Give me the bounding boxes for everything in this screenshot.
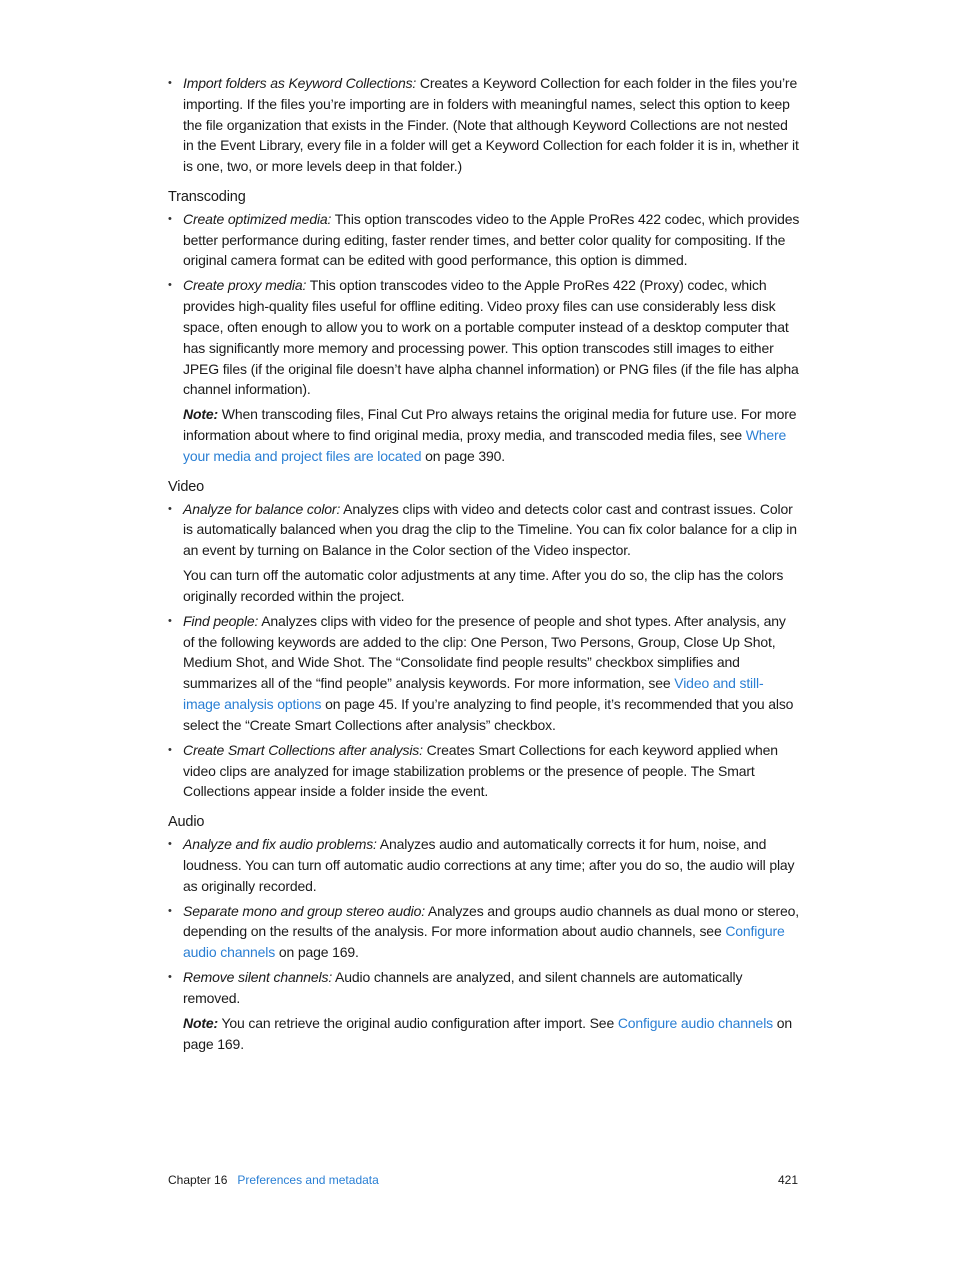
option-name: Analyze and fix audio problems: (183, 836, 377, 853)
text-segment: This option transcodes video to the Apple ProRes 422 (Proxy) codec, which provides high-quality files useful for offline editing. Video proxy files can use considerably less disk space, often enough to allow you to work on a portable computer instead of a desktop computer that has significantly more memory and processing power. This option transcodes still images to either JPEG files (if the original file doesn’t have alpha channel information) or PNG files (if the file has alpha channel information). (183, 277, 799, 398)
text-segment: Analyzes clips with video for the presence of people and shot types. After analysis, any of the following keywords are added to the clip: One Person, Two Persons, Group, Close Up Shot, Medium Shot, and Wide Shot. The “Consolidate find people results” checkbox simplifies and summarizes all of the “find people” analysis keywords. For more information, see (183, 612, 786, 692)
text-segment: Analyzes audio and automatically corrects it for hum, noise, and loudness. You can turn off automatic audio corrections at any time; after you do so, the audio will play as originally recorded. (183, 836, 795, 894)
bullet-item (168, 499, 800, 561)
bullet-icon: • (168, 212, 172, 225)
option-name: Remove silent channels: (183, 969, 333, 986)
cross-reference-link[interactable]: Configure audio channels (617, 1014, 774, 1031)
note-label: Note: (183, 406, 219, 423)
bullet-item (168, 834, 800, 896)
option-name: Separate mono and group stereo audio: (183, 902, 425, 919)
text-segment: on page 169. (183, 1014, 793, 1052)
option-name: Import folders as Keyword Collections: (183, 75, 417, 91)
option-name: Create proxy media: (183, 277, 307, 294)
paragraph (168, 1013, 800, 1055)
section-heading (168, 187, 800, 208)
bullet-item (168, 275, 800, 400)
chapter-title-link[interactable]: Preferences and metadata (237, 1173, 379, 1187)
cross-reference-link[interactable]: Where your media and project files are located (183, 427, 787, 464)
bullet-icon: • (168, 971, 172, 984)
bullet-item (168, 611, 800, 736)
cross-reference-link[interactable]: Video and still-image analysis options (183, 675, 764, 713)
bullet-icon: • (168, 904, 172, 917)
chapter-label: Chapter 16 (168, 1173, 228, 1187)
section-heading (168, 812, 800, 833)
bullet-item (168, 209, 800, 271)
page-footer (168, 1173, 798, 1187)
text-segment: Video (168, 478, 205, 495)
bullet-item (168, 901, 800, 963)
bullet-item (168, 967, 800, 1009)
page-number: 421 (777, 1173, 798, 1187)
bullet-icon: • (168, 279, 172, 292)
paragraph (168, 404, 800, 466)
bullet-icon: • (168, 838, 172, 851)
option-name: Find people: (183, 612, 259, 629)
text-segment: on page 390. (421, 447, 506, 464)
text-segment: Audio (168, 814, 205, 831)
paragraph (168, 565, 800, 607)
text-segment: Analyzes clips with video and detects color cast and contrast issues. Color is automatically balanced when you drag the clip to the Timeline. You can fix color balance for a clip in an event by turning on Balance in the Color section of the Video inspector. (183, 500, 797, 559)
section-heading (168, 477, 800, 498)
cross-reference-link[interactable]: Configure audio channels (183, 923, 785, 961)
bullet-item (168, 740, 800, 802)
text-segment: Audio channels are analyzed, and silent channels are automatically removed. (183, 969, 743, 1006)
note-label: Note: (183, 1014, 219, 1031)
bullet-icon: • (168, 743, 172, 756)
option-name: Analyze for balance color: (183, 500, 341, 517)
bullet-icon: • (168, 502, 172, 515)
text-segment: on page 169. (275, 944, 359, 961)
text-segment: This option transcodes video to the Apple ProRes 422 codec, which provides better performance during editing, faster render times, and better color quality for compositing. If the original camera format can be edited with good performance, this option is dimmed. (183, 210, 800, 269)
option-name: Create optimized media: (183, 210, 332, 227)
text-segment: on page 45. If you’re analyzing to find people, it’s recommended that you also select the “Create Smart Collections after analysis” checkbox. (183, 696, 794, 733)
option-name: Create Smart Collections after analysis: (183, 741, 423, 758)
document-body (168, 73, 800, 1059)
text-segment: Analyzes and groups audio channels as dual mono or stereo, depending on the results of the analysis. For more information about audio channels, see (183, 902, 800, 940)
text-segment: You can turn off the automatic color adjustments at any time. After you do so, the clip has the colors originally recorded within the project. (183, 567, 784, 604)
text-segment: Transcoding (168, 188, 246, 205)
bullet-icon: • (168, 77, 172, 89)
text-segment: Creates Smart Collections for each keyword applied when video clips are analyzed for image stabilization problems or the presence of people. The Smart Collections appear inside a folder inside the event. (183, 741, 778, 800)
text-segment: Creates a Keyword Collection for each folder in the files you’re importing. If the files you’re importing are in folders with meaningful names, select this option to keep the file organization that exists in the Finder. (Note that although Keyword Collections are not nested in the Event Library, every file in a folder will get a Keyword Collection for each folder it is in, whether it is one, two, or more levels deep in that folder.) (183, 75, 799, 175)
text-segment: You can retrieve the original audio configuration after import. See (218, 1014, 618, 1031)
bullet-icon: • (168, 614, 172, 627)
bullet-item (168, 73, 800, 177)
text-segment: When transcoding files, Final Cut Pro always retains the original media for future use. For more information about where to find original media, proxy media, and transcoded media files, see (183, 406, 797, 444)
